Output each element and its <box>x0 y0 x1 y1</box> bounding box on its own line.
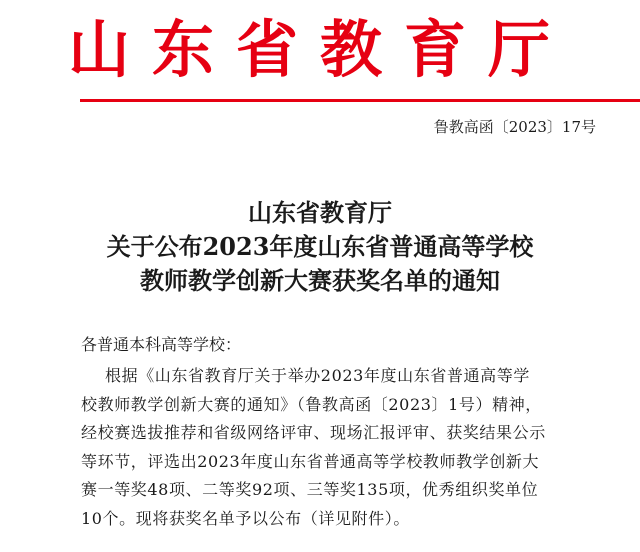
body-line: 赛一等奖48项、二等奖92项、三等奖135项，优秀组织奖单位 <box>81 480 539 499</box>
body-line: 经校赛选拔推荐和省级网络评审、现场汇报评审、获奖结果公示 <box>81 423 546 442</box>
title-line-1: 山东省教育厅 <box>248 198 392 227</box>
notice-title <box>0 196 640 298</box>
body-line: 10个。现将获奖名单予以公布（详见附件）。 <box>81 508 410 528</box>
body-line: 根据《山东省教育厅关于举办2023年度山东省普通高等学 <box>105 366 530 385</box>
body-line: 等环节，评选出2023年度山东省普通高等学校教师教学创新大 <box>81 451 540 471</box>
salutation: 各普通本科高等学校： <box>81 335 242 354</box>
letterhead-red-rule <box>80 99 640 102</box>
document-number: 鲁教高函〔2023〕17号 <box>433 118 596 136</box>
body-paragraph <box>81 362 621 533</box>
title-line-2: 关于公布2023年度山东省普通高等学校 <box>106 232 534 261</box>
body-line: 校教师教学创新大赛的通知》（鲁教高函〔2023〕1号）精神， <box>81 394 542 414</box>
letterhead-title: 山东省教育厅 <box>67 13 572 86</box>
title-line-3: 教师教学创新大赛获奖名单的通知 <box>140 266 500 295</box>
